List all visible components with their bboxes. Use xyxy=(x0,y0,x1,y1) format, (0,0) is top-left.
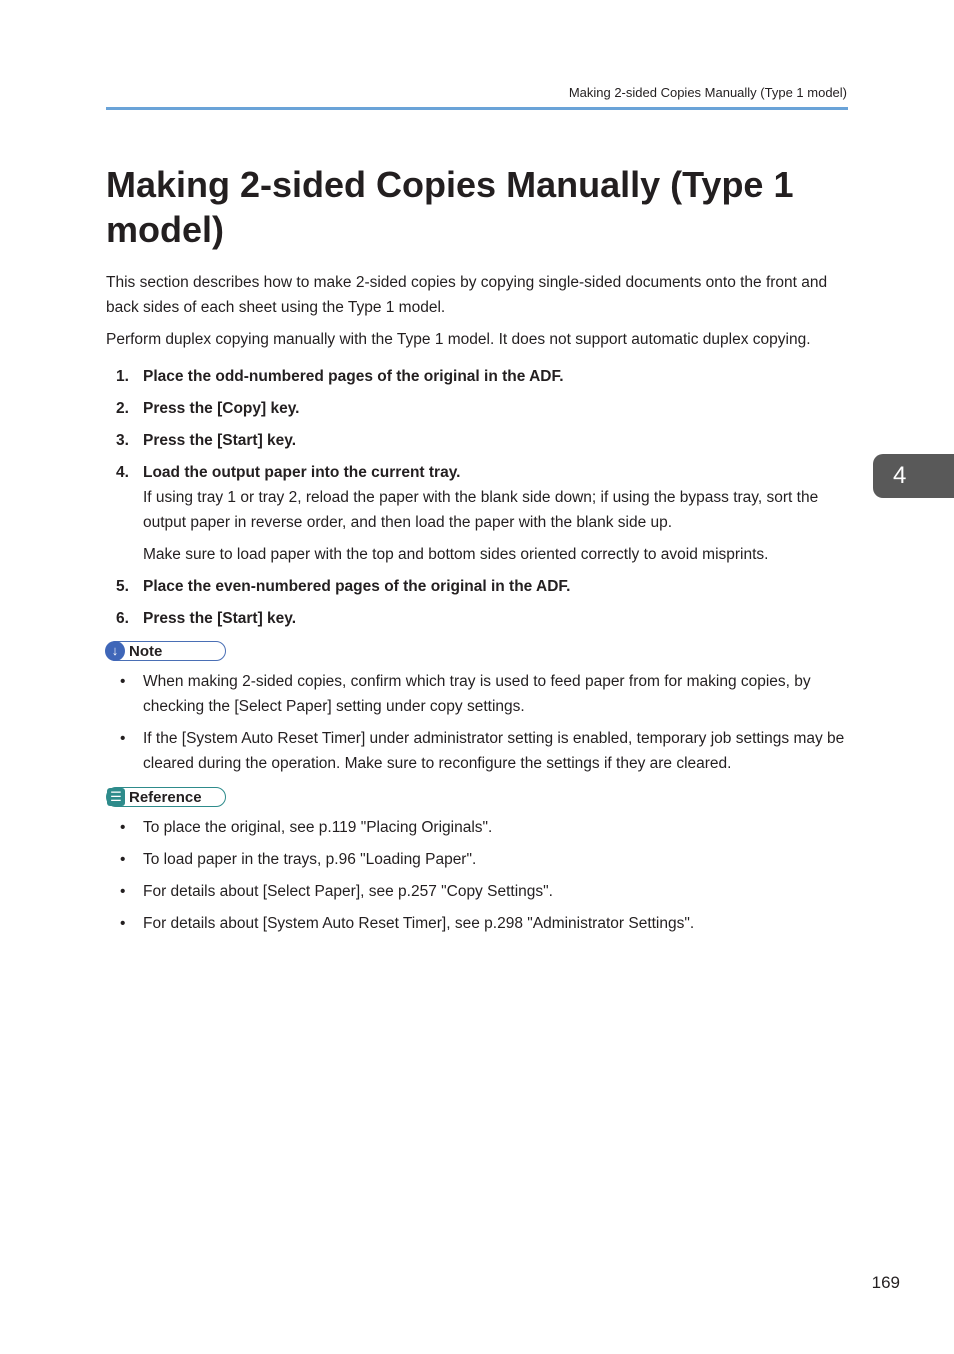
step-description: Make sure to load paper with the top and bottom sides oriented correctly to avoid misprints. xyxy=(143,546,769,563)
intro-paragraph: This section describes how to make 2-sided copies by copying single-sided documents onto the front and back sides of each sheet using the Type 1 model. xyxy=(106,274,828,316)
step-text: Press the [Start] key. xyxy=(143,610,297,627)
step-item xyxy=(106,364,848,389)
reference-list xyxy=(106,815,848,936)
step-item xyxy=(106,396,848,421)
reference-item[interactable]: • For details about [Select Paper], see p.257 "Copy Settings". xyxy=(106,879,848,904)
step-text: Load the output paper into the current tray. xyxy=(143,464,461,481)
reference-badge xyxy=(106,787,226,807)
note-list xyxy=(106,669,848,776)
intro-paragraph: Perform duplex copying manually with the Type 1 model. It does not support automatic duplex copying. xyxy=(106,331,811,348)
reference-item[interactable]: • To load paper in the trays, p.96 "Loading Paper". xyxy=(106,847,848,872)
step-number: 3. xyxy=(116,432,129,449)
step-text: Place the odd-numbered pages of the original in the ADF. xyxy=(143,368,564,385)
note-badge xyxy=(106,641,226,661)
chapter-tab: 4 xyxy=(873,454,954,498)
step-text: Place the even-numbered pages of the original in the ADF. xyxy=(143,578,571,595)
step-item xyxy=(106,428,848,453)
reference-label: Reference xyxy=(129,788,202,806)
step-number: 4. xyxy=(116,464,129,481)
step-text: Press the [Copy] key. xyxy=(143,400,300,417)
step-number: 1. xyxy=(116,368,129,385)
page-number: 169 xyxy=(871,1273,900,1292)
info-arrow-icon: ↓ xyxy=(105,641,125,661)
step-item xyxy=(106,606,848,631)
step-number: 5. xyxy=(116,578,129,595)
reference-item[interactable]: • For details about [System Auto Reset Timer], see p.298 "Administrator Settings". xyxy=(106,911,848,936)
procedure-steps xyxy=(106,364,848,631)
step-number: 2. xyxy=(116,400,129,417)
step-number: 6. xyxy=(116,610,129,627)
running-header: Making 2-sided Copies Manually (Type 1 model) xyxy=(568,85,847,100)
step-item xyxy=(106,574,848,599)
step-item xyxy=(106,460,848,567)
note-item: • If the [System Auto Reset Timer] under administrator setting is enabled, temporary job settings may be cleared during the operation. Make sure to reconfigure the settings if they are cleared. xyxy=(106,726,848,776)
step-text: Press the [Start] key. xyxy=(143,432,297,449)
header-rule xyxy=(106,107,848,110)
page-title: Making 2-sided Copies Manually (Type 1 model) xyxy=(106,164,794,250)
document-icon: ☰ xyxy=(107,788,125,806)
note-label: Note xyxy=(129,642,163,660)
main-content xyxy=(106,270,848,944)
step-description: If using tray 1 or tray 2, reload the paper with the blank side down; if using the bypass tray, sort the output paper in reverse order, and then load the paper with the blank side up. xyxy=(143,489,819,531)
reference-item[interactable]: • To place the original, see p.119 "Placing Originals". xyxy=(106,815,848,840)
note-item: • When making 2-sided copies, confirm which tray is used to feed paper from for making copies, by checking the [Select Paper] setting under copy settings. xyxy=(106,669,848,719)
